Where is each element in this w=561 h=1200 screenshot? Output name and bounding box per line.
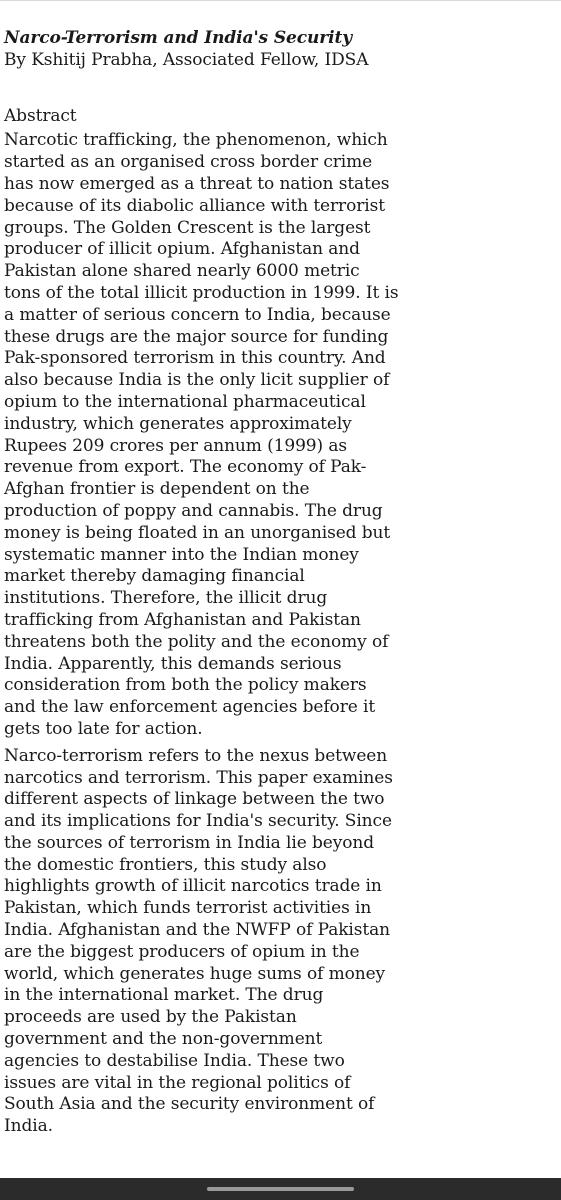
abstract-heading: Abstract (4, 105, 77, 126)
abstract-paragraph: Narco-terrorism refers to the nexus between narcotics and terrorism. This paper examines different aspects of linkage between the two and its implications for India's security. Since the sources of terrorism in India lie beyond the domestic frontiers, this study also highlights growth of illicit narcotics trade in Pakistan, which funds terrorist activities in India. Afghanistan and the NWFP of Pakistan are the biggest producers of opium in the world, which generates huge sums of money in the international market. The drug proceeds are used by the Pakistan government and the non-government agencies to destabilise India. These two issues are vital in the regional politics of South Asia and the security environment of India. (4, 745, 393, 1137)
document-title: Narco-Terrorism and India's Security (4, 28, 352, 48)
home-indicator-handle[interactable] (207, 1187, 354, 1191)
author-byline: By Kshitij Prabha, Associated Fellow, IDSA (4, 49, 369, 70)
system-navigation-bar (0, 1178, 561, 1200)
top-divider (0, 0, 561, 1)
abstract-paragraph: Narcotic trafficking, the phenomenon, which started as an organised cross border crime has now emerged as a threat to nation states because of its diabolic alliance with terrorist groups. The Golden Crescent is the largest producer of illicit opium. Afghanistan and Pakistan alone shared nearly 6000 metric tons of the total illicit production in 1999. It is a matter of serious concern to India, because these drugs are the major source for funding Pak-sponsored terrorism in this country. And also because India is the only licit supplier of opium to the international pharmaceutical industry, which generates approximately Rupees 209 crores per annum (1999) as revenue from export. The economy of Pak-Afghan frontier is dependent on the production of poppy and cannabis. The drug money is being floated in an unorganised but systematic manner into the Indian money market thereby damaging financial institutions. Therefore, the illicit drug trafficking from Afghanistan and Pakistan threatens both the polity and the economy of India. Apparently, this demands serious consideration from both the policy makers and the law enforcement agencies before it gets too late for action. (4, 130, 399, 739)
document-body[interactable] (4, 28, 399, 1138)
